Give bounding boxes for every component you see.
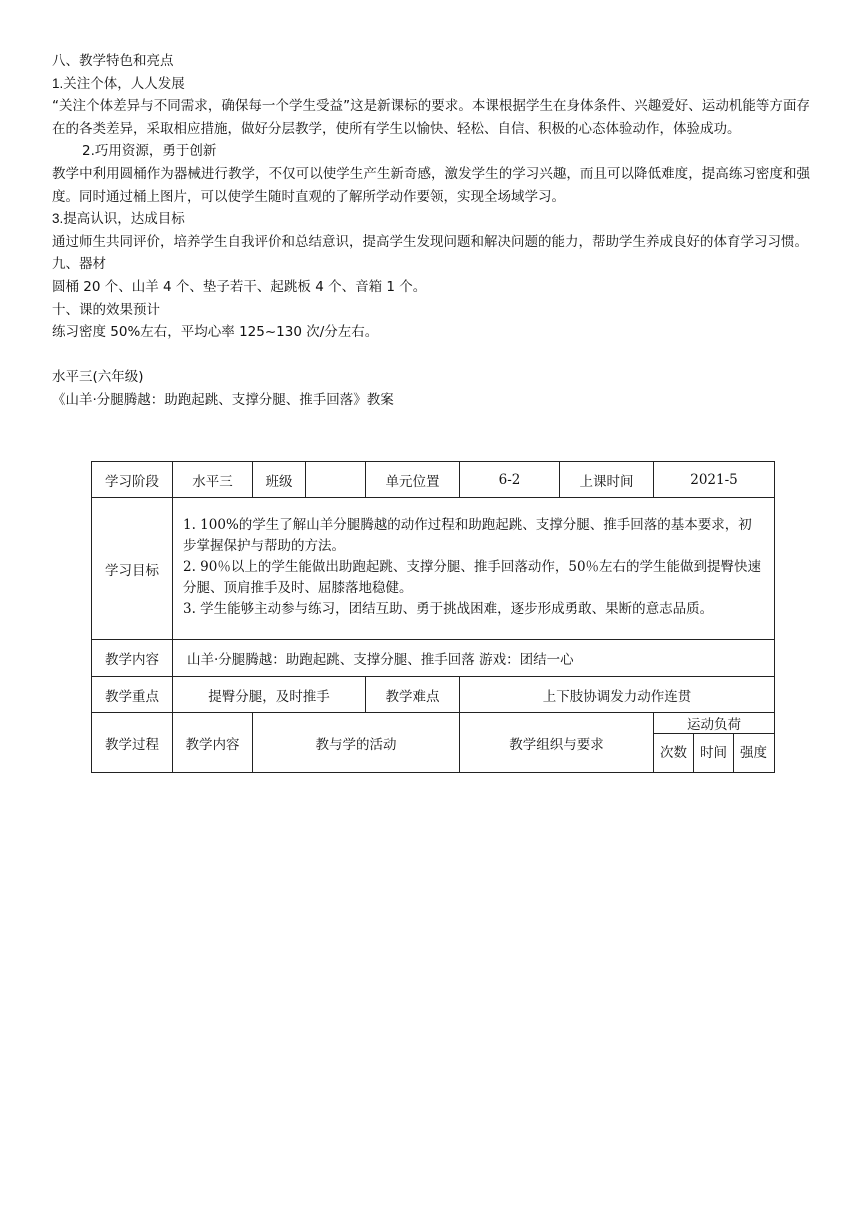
difficulty-value: 上下肢协调发力动作连贯 — [460, 677, 775, 713]
section-9-title: 九、器材 — [52, 256, 106, 273]
process-org-header: 教学组织与要求 — [460, 713, 654, 773]
section-10-body: 练习密度 50%左右，平均心率 125~130 次/分左右。 — [52, 324, 379, 341]
goal-2: 2. 90％以上的学生能做出助跑起跳、支撑分腿、推手回落动作，50％左右的学生能做到提臀快速分腿、顶肩推手及时、屈膝落地稳健。 — [183, 559, 762, 596]
process-label: 教学过程 — [92, 713, 173, 773]
section-8-point-2-body: 教学中利用圆桶作为器械进行教学，不仅可以使学生产生新奇感，激发学生的学习兴趣，而且可以降低难度，提高练习密度和强度。同时通过桶上图片，可以使学生随时直观的了解所学动作要领，实现全场域学习。 — [52, 165, 810, 205]
plan-title: 《山羊·分腿腾越：助跑起跳、支撑分腿、推手回落》教案 — [52, 391, 394, 408]
section-8-point-2-title: 2.巧用资源，勇于创新 — [82, 143, 217, 160]
content-label: 教学内容 — [92, 640, 173, 677]
section-8-point-1-body: “关注个体差异与不同需求，确保每一个学生受益”这是新课标的要求。本课根据学生在身体条件、兴趣爱好、运动机能等方面存在的各类差异，采取相应措施，做好分层教学，使所有学生以愉快、轻松、自信、积极的心态体验动作，体验成功。 — [52, 98, 810, 137]
table-row — [92, 462, 775, 498]
process-activity-header: 教与学的活动 — [253, 713, 460, 773]
goals-label: 学习目标 — [92, 498, 173, 640]
section-10-title: 十、课的效果预计 — [52, 301, 160, 318]
load-header: 运动负荷 — [654, 713, 775, 734]
time-value: 2021-5 — [654, 462, 775, 498]
load-count-header: 次数 — [654, 734, 694, 773]
process-content-header: 教学内容 — [173, 713, 253, 773]
stage-value: 水平三 — [173, 462, 253, 498]
spacer — [52, 344, 810, 367]
lesson-plan-table — [91, 461, 775, 773]
unit-label: 单元位置 — [366, 462, 460, 498]
goal-1: 1. 100%的学生了解山羊分腿腾越的动作过程和助跑起跳、支撑分腿、推手回落的基本要求，初步掌握保护与帮助的方法。 — [183, 517, 752, 554]
key-value: 提臀分腿，及时推手 — [173, 677, 366, 713]
content-value: 山羊·分腿腾越：助跑起跳、支撑分腿、推手回落 游戏：团结一心 — [173, 640, 775, 677]
class-value — [306, 462, 366, 498]
goal-3: 3. 学生能够主动参与练习，团结互助、勇于挑战困难，逐步形成勇敢、果断的意志品质。 — [183, 601, 714, 617]
table-row — [92, 677, 775, 713]
lesson-text — [52, 50, 810, 412]
goals-cell — [173, 498, 775, 640]
stage-label: 学习阶段 — [92, 462, 173, 498]
difficulty-label: 教学难点 — [366, 677, 460, 713]
unit-value: 6-2 — [460, 462, 560, 498]
section-8-point-1-title: 1.关注个体，人人发展 — [52, 75, 185, 91]
level-heading: 水平三(六年级) — [52, 369, 144, 386]
section-8-point-3-body: 通过师生共同评价，培养学生自我评价和总结意识，提高学生发现问题和解决问题的能力，帮助学生养成良好的体育学习习惯。 — [52, 233, 808, 250]
section-8-point-3-title: 3.提高认识，达成目标 — [52, 211, 185, 227]
class-label: 班级 — [253, 462, 306, 498]
key-label: 教学重点 — [92, 677, 173, 713]
table-row — [92, 498, 775, 640]
load-time-header: 时间 — [694, 734, 734, 773]
section-8-title: 八、教学特色和亮点 — [52, 53, 174, 69]
load-intensity-header: 强度 — [734, 734, 775, 773]
time-label: 上课时间 — [560, 462, 654, 498]
table-row — [92, 640, 775, 677]
section-9-body: 圆桶 20 个、山羊 4 个、垫子若干、起跳板 4 个、音箱 1 个。 — [52, 278, 427, 295]
table-row — [92, 713, 775, 734]
